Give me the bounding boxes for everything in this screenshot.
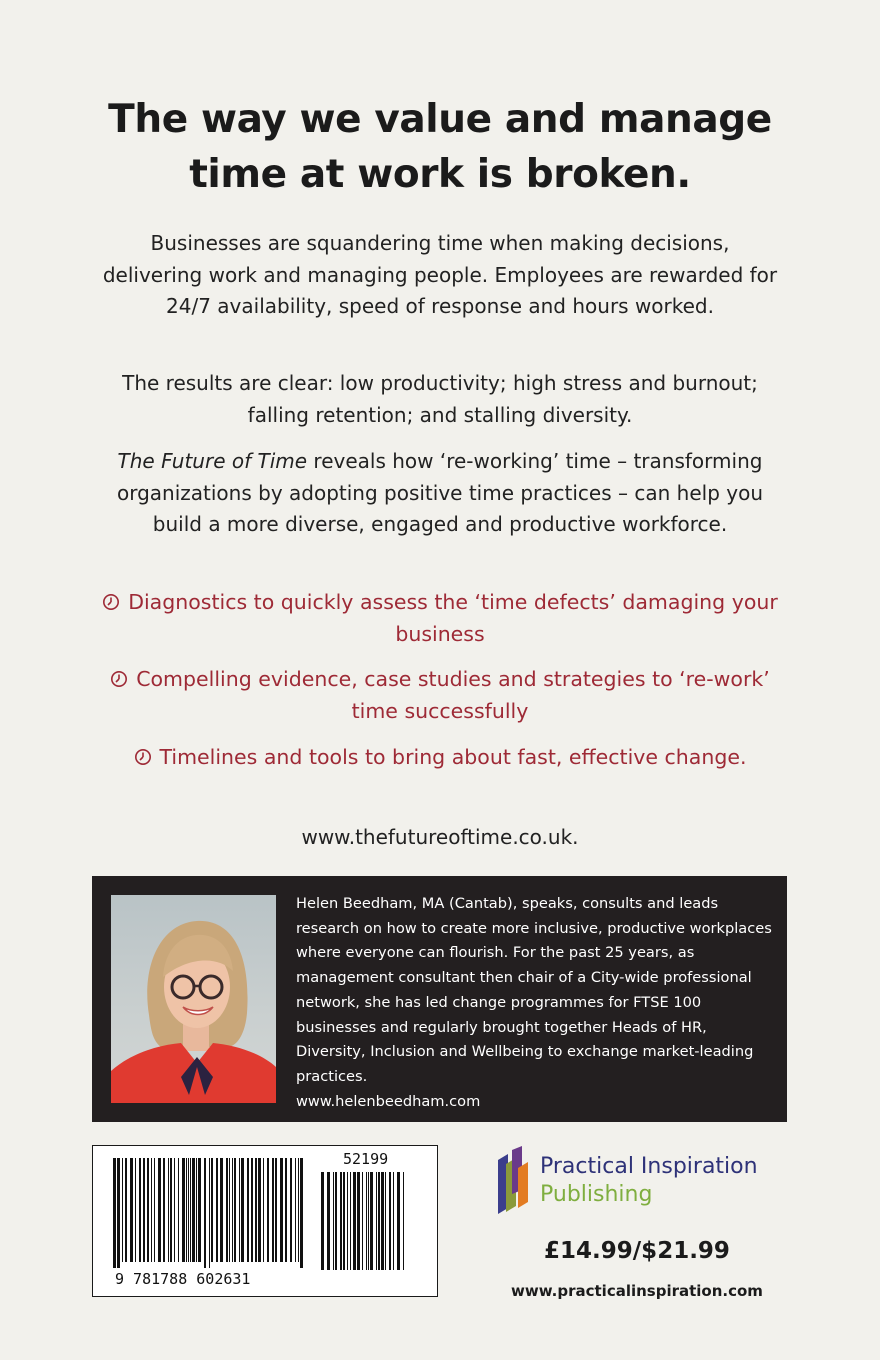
barcode-bar [192,1158,195,1262]
barcode-bar [275,1158,277,1262]
barcode-bar [182,1158,185,1262]
publisher-name-line-2: Publishing [540,1182,653,1207]
barcode-bar [241,1158,244,1262]
author-website[interactable]: www.helenbeedham.com [296,1092,481,1110]
author-bio-text: Helen Beedham, MA (Cantab), speaks, consults and leads research on how to create more inclusive, productive workplaces where everyone can flourish. For the past 25 years, as management consultant then chair of a City-wide professional network, she has led change programmes for FTSE 100 businesses and regularly brought together Heads of HR, Diversity, Inclusion and Wellbeing to exchange market-leading practices. [296,895,772,1085]
author-portrait-illustration [111,895,276,1103]
barcode-bar [343,1172,345,1270]
barcode-bar [255,1158,257,1262]
barcode-bar [362,1172,363,1270]
addon-bars [321,1172,404,1270]
barcode-bar [378,1172,380,1270]
bullet-item [100,663,780,727]
barcode-bar [239,1158,240,1262]
barcode-bar [393,1172,394,1270]
barcode-bar [122,1158,123,1262]
barcode-bar [263,1158,264,1262]
barcode-bar [190,1158,191,1262]
publisher-logo [496,1146,796,1218]
barcode-bar [376,1172,377,1270]
barcode-bar [198,1158,201,1262]
barcode-bar [151,1158,152,1262]
barcode-bar [209,1158,210,1268]
clock-icon [134,748,152,766]
barcode-bar [370,1172,373,1270]
barcode-bar [333,1172,334,1270]
barcode-bar [298,1158,299,1262]
barcode-bar [368,1172,369,1270]
barcode-bar [135,1158,136,1262]
barcode-bar [397,1172,400,1270]
barcode-bar [220,1158,223,1262]
author-bio [296,892,772,1114]
intro-paragraph: Businesses are squandering time when making decisions, delivering work and managing people. Employees are rewarded for 24/7 availability, speed of response and hours worked. [102,231,778,318]
barcode-bar [186,1158,187,1262]
barcode-bar [258,1158,261,1262]
headline-line-2: time at work is broken. [189,152,691,197]
barcode-bar [247,1158,249,1262]
barcode-bar [229,1158,230,1262]
barcode-bar [188,1158,189,1262]
ean-bars [113,1158,303,1268]
barcode-bar [251,1158,253,1262]
barcode-bar [290,1158,292,1262]
barcode-bar [234,1158,236,1262]
barcode-bar [353,1172,356,1270]
barcode-bar [385,1172,386,1270]
results-paragraph: The results are clear: low productivity; high stress and burnout; falling retention; and stalling diversity. [122,371,758,427]
publisher-name-line-1: Practical Inspiration [540,1154,758,1179]
barcode-bar [335,1172,337,1270]
book-title: The Future of Time [117,449,308,473]
addon-digits: 52199 [343,1150,389,1168]
barcode-bar [403,1172,404,1270]
barcode-bar [113,1158,116,1268]
isbn-barcode [93,1146,436,1295]
book-summary-paragraph [100,446,780,541]
barcode-bar [168,1158,169,1262]
bullet-item [100,741,780,773]
publisher-logo-icon [496,1146,536,1218]
barcode-panel [92,1145,438,1297]
barcode-bar [295,1158,296,1262]
headline [40,92,840,202]
barcode-bar [170,1158,172,1262]
barcode-bar [143,1158,145,1262]
barcode-bar [389,1172,391,1270]
bullet-text: Timelines and tools to bring about fast, effective change. [159,745,747,769]
barcode-bar [147,1158,149,1262]
barcode-bar [357,1172,360,1270]
barcode-bar [196,1158,197,1262]
author-panel [92,876,787,1122]
barcode-bar [178,1158,179,1262]
barcode-bar [204,1158,206,1268]
barcode-bar [163,1158,165,1262]
barcode-bar [321,1172,324,1270]
barcode-bar [272,1158,274,1262]
barcode-bar [117,1158,120,1268]
barcode-bar [130,1158,133,1262]
barcode-bar [350,1172,351,1270]
barcode-bar [300,1158,303,1268]
bullet-item [100,586,780,650]
barcode-bar [327,1172,330,1270]
barcode-bar [226,1158,228,1262]
barcode-bar [216,1158,218,1262]
barcode-bar [340,1172,342,1270]
author-photo [111,895,276,1103]
bullet-text: Diagnostics to quickly assess the ‘time defects’ damaging your business [128,590,778,646]
barcode-bar [232,1158,233,1262]
barcode-bar [347,1172,348,1270]
barcode-bar [154,1158,155,1262]
clock-icon [110,670,128,688]
book-website[interactable]: www.thefutureoftime.co.uk. [301,825,579,849]
bullet-text: Compelling evidence, case studies and strategies to ‘re-work’ time successfully [136,667,770,723]
barcode-bar [280,1158,283,1262]
barcode-bar [158,1158,161,1262]
book-summary-text: reveals how ‘re-working’ time – transforming organizations by adopting positive time practices – can help you build a more diverse, engaged and productive workforce. [116,449,763,536]
barcode-bar [125,1158,127,1262]
barcode-bar [366,1172,367,1270]
barcode-bar [139,1158,141,1262]
price: £14.99/$21.99 [544,1238,730,1264]
clock-icon [102,593,120,611]
barcode-bar [211,1158,213,1262]
publisher-website[interactable]: www.practicalinspiration.com [511,1282,763,1300]
headline-line-1: The way we value and manage [108,97,772,142]
barcode-bar [285,1158,287,1262]
barcode-bar [267,1158,269,1262]
barcode-bar [381,1172,384,1270]
isbn-digits: 9 781788 602631 [115,1270,251,1288]
barcode-bar [174,1158,175,1262]
